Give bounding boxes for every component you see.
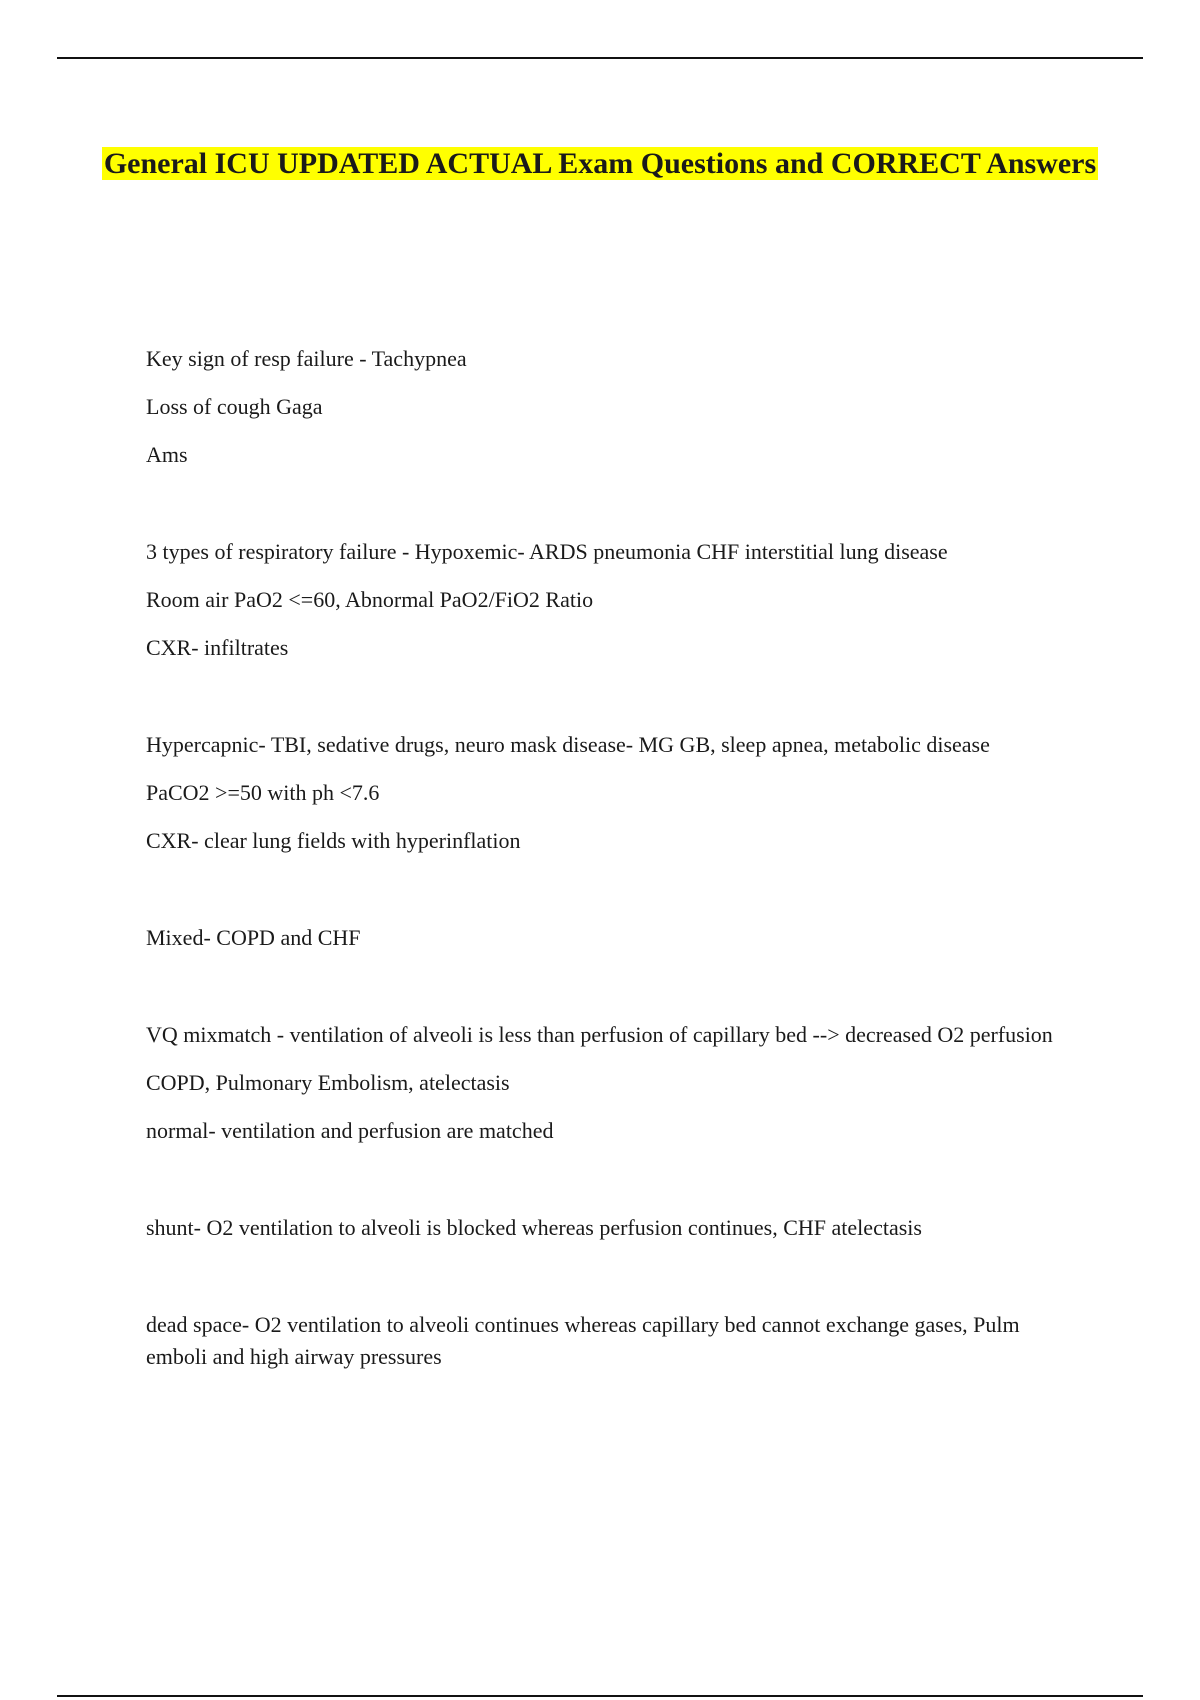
document-title (100, 143, 1100, 185)
paragraph-gap (146, 1163, 1086, 1212)
block-vq-mismatch (146, 1019, 1086, 1147)
text-line: Key sign of resp failure - Tachypnea (146, 346, 467, 371)
text-line: PaCO2 >=50 with ph <7.6 (146, 780, 380, 805)
block-dead-space (146, 1309, 1086, 1373)
text-line: CXR- clear lung fields with hyperinflation (146, 828, 521, 853)
text-line: VQ mixmatch - ventilation of alveoli is less than perfusion of capillary bed --> decreased O2 perfusion (146, 1022, 1053, 1047)
document-body (146, 343, 1086, 1389)
title-highlight: General ICU UPDATED ACTUAL Exam Questions and CORRECT Answers (103, 147, 1097, 180)
text-line: Hypercapnic- TBI, sedative drugs, neuro mask disease- MG GB, sleep apnea, metabolic disease (146, 732, 990, 757)
text-line: normal- ventilation and perfusion are matched (146, 1118, 554, 1143)
text-line: CXR- infiltrates (146, 635, 289, 660)
text-line: Room air PaO2 <=60, Abnormal PaO2/FiO2 Ratio (146, 587, 594, 612)
paragraph-gap (146, 1260, 1086, 1309)
block-resp-failure-sign (146, 343, 1086, 471)
top-rule (57, 57, 1143, 59)
paragraph-gap (146, 680, 1086, 729)
paragraph-gap (146, 873, 1086, 922)
block-types-resp-failure (146, 536, 1086, 664)
block-shunt (146, 1212, 1086, 1244)
text-line: Ams (146, 442, 188, 467)
text-line: dead space- O2 ventilation to alveoli continues whereas capillary bed cannot exchange gases, Pulm emboli and high airway pressures (146, 1312, 1020, 1369)
block-hypercapnic (146, 729, 1086, 857)
text-line: shunt- O2 ventilation to alveoli is blocked whereas perfusion continues, CHF atelectasis (146, 1215, 922, 1240)
bottom-rule (57, 1695, 1143, 1697)
paragraph-gap (146, 970, 1086, 1019)
text-line: 3 types of respiratory failure - Hypoxemic- ARDS pneumonia CHF interstitial lung disease (146, 539, 948, 564)
block-mixed (146, 922, 1086, 954)
text-line: COPD, Pulmonary Embolism, atelectasis (146, 1070, 510, 1095)
paragraph-gap (146, 487, 1086, 536)
text-line: Mixed- COPD and CHF (146, 925, 361, 950)
text-line: Loss of cough Gaga (146, 394, 323, 419)
